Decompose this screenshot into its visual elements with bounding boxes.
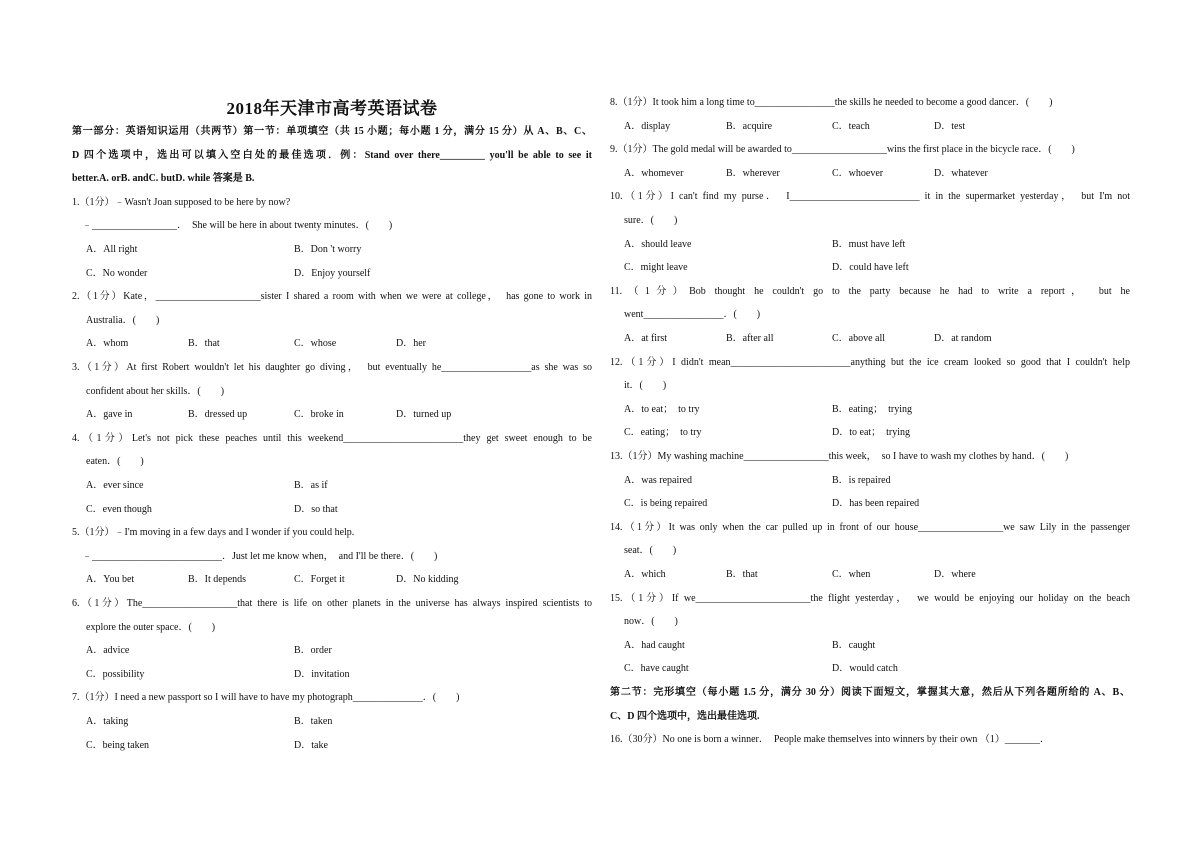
answer-option[interactable]: D．take [294, 739, 328, 751]
question-stem: 13.（1分）My washing machine_________________this week， so I have to wash my clothes by hand．( ) [610, 451, 1069, 462]
answer-option[interactable]: A．gave in [86, 409, 133, 421]
answer-option[interactable]: B．as if [294, 480, 328, 491]
options-row [72, 480, 592, 492]
question-stem: 1.（1分）﹣Wasn't Joan supposed to be here by now? [72, 196, 291, 208]
options-row [72, 574, 592, 586]
answer-option[interactable]: A．taking [86, 716, 129, 727]
answer-option[interactable]: B．order [294, 645, 332, 657]
answer-option[interactable]: B．acquire [726, 120, 773, 132]
question-stem: 15.（1分）If we_______________________the flight yesterday， we would be enjoying our holiday on the beach [610, 592, 1130, 604]
question-stem: 2.（1分）Kate，_____________________sister I shared a room with when we were at college， has gone to work in [72, 291, 592, 303]
answer-option[interactable]: D．where [934, 569, 976, 580]
answer-option[interactable]: D．to eat； trying [832, 427, 911, 439]
answer-option[interactable]: D．so that [294, 503, 338, 515]
answer-option[interactable]: C．even though [86, 503, 152, 515]
section1-instructions: better.A. orB. andC. butD. while 答案是 B. [72, 173, 255, 185]
question-stem: 9.（1分）The gold medal will be awarded to___________________wins the first place in the bicycle race．( ) [610, 144, 1075, 156]
question-stem-cont: ﹣_________________． She will be here in about twenty minutes．( ) [72, 220, 393, 232]
question-stem-cont: sure．( ) [624, 215, 678, 226]
answer-option[interactable]: B．dressed up [188, 409, 248, 421]
answer-option[interactable]: D．turned up [396, 409, 452, 421]
answer-option[interactable]: C．above all [832, 333, 886, 344]
answer-option[interactable]: A．display [624, 120, 671, 132]
question-stem: 14.（1分）It was only when the car pulled up in front of our house_________________we saw Lily in the passenger [610, 521, 1130, 533]
question-stem-cont: ﹣__________________________．Just let me know when， and I'll be there．( ) [72, 550, 438, 562]
answer-option[interactable]: C．broke in [294, 409, 344, 421]
section2-instructions: 第二节：完形填空（每小题 1.5 分，满分 30 分）阅读下面短文，掌握其大意，然后从下列各题所给的 A、B、 [610, 687, 1130, 698]
options-row [610, 498, 1130, 510]
answer-option[interactable]: D．has been repaired [832, 498, 920, 510]
answer-option[interactable]: D．would catch [832, 663, 898, 675]
question-stem-cont: eaten．( ) [86, 456, 144, 468]
options-row [610, 239, 1130, 251]
answer-option[interactable]: A．whom [86, 338, 129, 350]
answer-option[interactable]: B．that [188, 338, 220, 350]
answer-option[interactable]: B．taken [294, 716, 333, 727]
answer-option[interactable]: C．whoever [832, 167, 884, 179]
answer-option[interactable]: D．test [934, 120, 966, 132]
question-stem-cont: it．( ) [624, 380, 667, 392]
answer-option[interactable]: D．No kidding [396, 574, 459, 586]
options-row [610, 168, 1130, 180]
section1-instructions: D 四个选项中，选出可以填入空白处的最佳选项．例：Stand over there_________ you'll be able to see it [72, 149, 592, 161]
answer-option[interactable]: B．caught [832, 639, 876, 651]
answer-option[interactable]: C．is being repaired [624, 498, 708, 510]
answer-option[interactable]: C．teach [832, 120, 870, 132]
question-stem-cont: went________________．( ) [624, 309, 761, 321]
answer-option[interactable]: A．should leave [624, 238, 692, 250]
options-row [72, 409, 592, 421]
question-stem-cont: seat．( ) [624, 545, 677, 557]
question-stem: 4.（1分）Let's not pick these peaches until this weekend________________________they get sweet enough to be [72, 432, 592, 444]
options-row [72, 244, 592, 256]
options-row [72, 338, 592, 350]
question-stem: 11.（1分）Bob thought he couldn't go to the party because he had to write a report， but he [610, 285, 1130, 297]
answer-option[interactable]: D．whatever [934, 167, 988, 179]
answer-option[interactable]: B．eating； trying [832, 403, 912, 415]
options-row [610, 121, 1130, 133]
answer-option[interactable]: A．All right [86, 244, 138, 255]
answer-option[interactable]: A．ever since [86, 480, 144, 491]
answer-option[interactable]: D．Enjoy yourself [294, 267, 371, 279]
answer-option[interactable]: A．was repaired [624, 474, 693, 486]
answer-option[interactable]: C．have caught [624, 663, 689, 675]
question-stem-cont: explore the outer space．( ) [86, 621, 216, 633]
options-row [72, 716, 592, 728]
answer-option[interactable]: A．You bet [86, 574, 135, 586]
options-row [610, 475, 1130, 487]
options-row [72, 669, 592, 681]
answer-option[interactable]: B．It depends [188, 574, 247, 586]
question-stem: 6.（1分）The___________________that there is life on other planets in the universe has always inspired scientists to [72, 598, 592, 609]
answer-option[interactable]: B．wherever [726, 167, 780, 179]
answer-option[interactable]: C．Forget it [294, 574, 345, 586]
question-stem: 5.（1分）﹣I'm moving in a few days and I wonder if you could help. [72, 527, 355, 539]
options-row [610, 569, 1130, 581]
options-row [72, 645, 592, 657]
question-stem-cont: Australia．( ) [86, 314, 160, 326]
answer-option[interactable]: C．when [832, 569, 871, 580]
answer-option[interactable]: C．eating； to try [624, 427, 702, 439]
answer-option[interactable]: B．must have left [832, 238, 906, 250]
answer-option[interactable]: A．whomever [624, 167, 684, 179]
answer-option[interactable]: A．had caught [624, 639, 685, 651]
answer-option[interactable]: D．invitation [294, 668, 350, 680]
question-stem: 7.（1分）I need a new passport so I will have to have my photograph______________．( ) [72, 692, 460, 704]
answer-option[interactable]: B．Don 't worry [294, 244, 362, 255]
options-row [610, 663, 1130, 675]
answer-option[interactable]: B．that [726, 569, 758, 580]
question-stem-cont: confident about her skills．( ) [86, 385, 225, 397]
question-16-stem: 16.（30分）No one is born a winner． People make themselves into winners by their own （1）_______． [610, 734, 1050, 746]
answer-option[interactable]: A．which [624, 569, 666, 580]
answer-option[interactable]: D．her [396, 338, 426, 350]
question-stem: 3.（1分）At first Robert wouldn't let his daughter go diving， but eventually he__________________as she was so [72, 362, 592, 373]
answer-option[interactable]: C．possibility [86, 668, 145, 680]
answer-option[interactable]: C．might leave [624, 262, 688, 274]
options-row [610, 262, 1130, 274]
answer-option[interactable]: D．at random [934, 333, 992, 344]
options-row [72, 740, 592, 752]
answer-option[interactable]: C．whose [294, 338, 337, 350]
options-row [610, 640, 1130, 652]
options-row [610, 333, 1130, 345]
question-stem: 8.（1分）It took him a long time to________________the skills he needed to become a good dancer．( ) [610, 97, 1053, 108]
options-row [72, 504, 592, 516]
options-row [72, 268, 592, 280]
section1-instructions: 第一部分：英语知识运用（共两节）第一节：单项填空（共 15 小题；每小题 1 分，满分 15 分）从 A、B、C、 [72, 126, 592, 137]
answer-option[interactable]: B．after all [726, 333, 774, 344]
answer-option[interactable]: A．to eat； to try [624, 403, 700, 415]
options-row [610, 404, 1130, 416]
section2-instructions: C、D 四个选项中，选出最佳选项. [610, 710, 760, 722]
question-stem: 10.（1分）I can't find my purse． I__________________________ it in the supermarket yesterday， but I'm not [610, 191, 1130, 203]
answer-option[interactable]: C．No wonder [86, 267, 148, 279]
options-row [610, 427, 1130, 439]
page-title: 2018年天津市高考英语试卷 [226, 99, 438, 118]
answer-option[interactable]: A．at first [624, 333, 668, 344]
answer-option[interactable]: C．being taken [86, 739, 150, 751]
answer-option[interactable]: D．could have left [832, 262, 909, 274]
answer-option[interactable]: B．is repaired [832, 474, 891, 486]
question-stem-cont: now．( ) [624, 616, 678, 628]
answer-option[interactable]: A．advice [86, 645, 130, 657]
question-stem: 12.（1分）I didn't mean________________________anything but the ice cream looked so good that I couldn't help [610, 356, 1130, 368]
